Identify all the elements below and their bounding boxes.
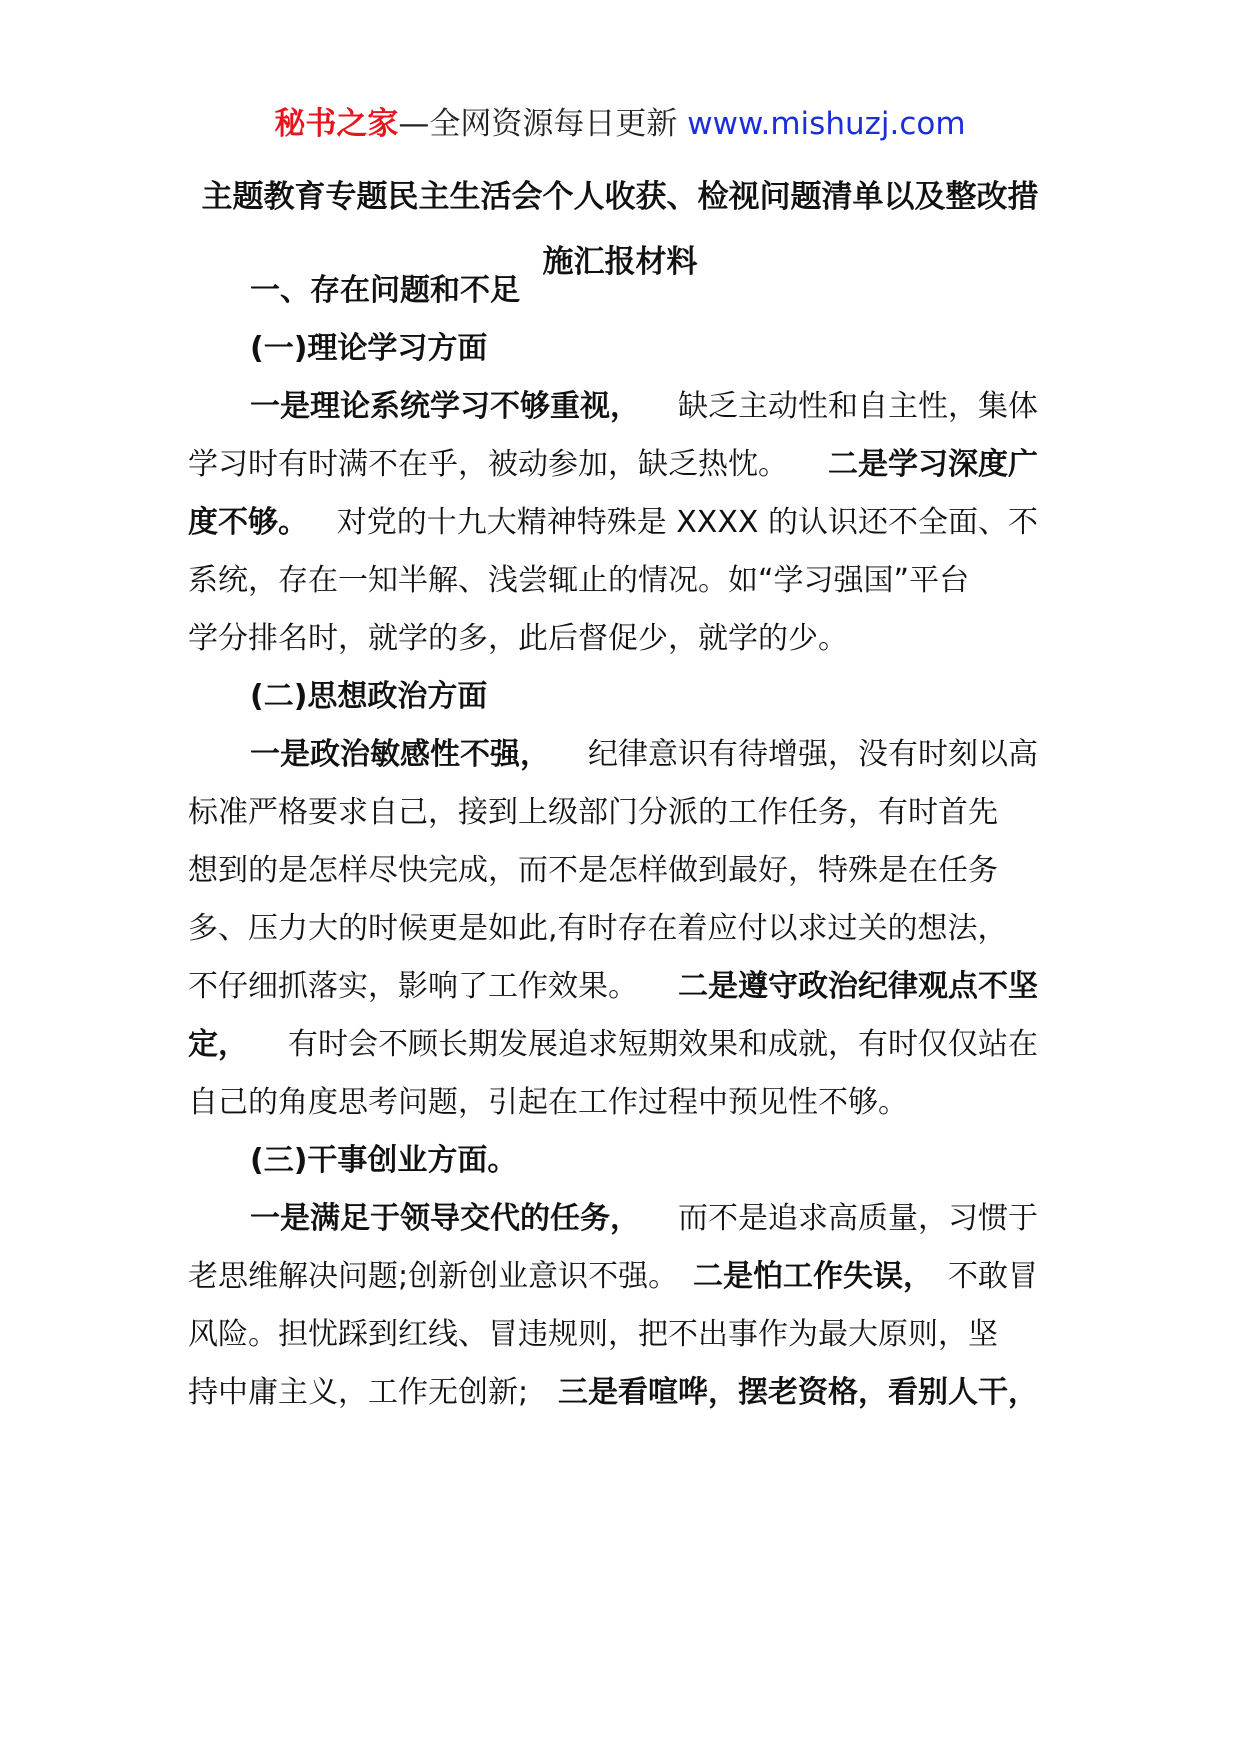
subsection-heading-theory: (一)理论学习方面 [250, 331, 488, 366]
body-text: 标准严格要求自己，接到上级部门分派的工作任务，有时首先 [188, 795, 998, 830]
body-text: 学习时有时满不在乎，被动参加，缺乏热忱。 [188, 447, 788, 482]
paragraph-line [188, 1360, 1038, 1425]
bold-phrase: 定， [188, 1027, 248, 1062]
body-text: 自己的角度思考问题，引起在工作过程中预见性不够。 [188, 1085, 908, 1120]
body-text: 对党的十九大精神特殊是 XXXX 的认识还不全面、不 [336, 505, 1038, 540]
body-text: 系统，存在一知半解、浅尝辄止的情况。如“学习强国”平台 [188, 563, 970, 598]
body-text: 不敢冒 [947, 1259, 1038, 1294]
title-line-1: 主题教育专题民主生活会个人收获、检视问题清单以及整改措 [201, 179, 1039, 215]
body-text: 有时会不顾长期发展追求短期效果和成就，有时仅仅站在 [288, 1027, 1038, 1062]
site-link[interactable]: www.mishuzj.com [687, 106, 966, 142]
body-text: 学分排名时，就学的多，此后督促少，就学的少。 [188, 621, 848, 656]
paragraph-line [188, 1302, 1038, 1367]
bold-phrase: 三是看喧哗，摆老资格，看别人干， [558, 1375, 1038, 1410]
paragraph-line [250, 1186, 1038, 1251]
bold-phrase: 一是满足于领导交代的任务， [250, 1201, 640, 1236]
body-text: 老思维解决问题;创新创业意识不强。 [188, 1259, 679, 1294]
paragraph-line [188, 954, 1038, 1019]
body-text: 而不是追求高质量，习惯于 [678, 1201, 1038, 1236]
paragraph-line [188, 1070, 1038, 1135]
bold-phrase: 一是理论系统学习不够重视， [250, 389, 640, 424]
paragraph-line [188, 896, 1038, 961]
paragraph-line [188, 606, 1038, 671]
paragraph-line [188, 548, 1038, 613]
body-text: 想到的是怎样尽快完成，而不是怎样做到最好，特殊是在任务 [188, 853, 998, 888]
bold-phrase: 二是学习深度广 [828, 447, 1038, 482]
paragraph-line [188, 838, 1038, 903]
paragraph-line [188, 432, 1038, 497]
paragraph-line [188, 490, 1038, 555]
body-text: 多、压力大的时候更是如此,有时存在着应付以求过关的想法， [188, 911, 1008, 946]
body-text: 纪律意识有待增强，没有时刻以高 [588, 737, 1038, 772]
paragraph-line [188, 780, 1038, 845]
subsection-heading-entrepreneurship: (三)干事创业方面。 [250, 1143, 518, 1178]
brand-name: 秘书之家 [274, 106, 399, 142]
section-heading: 一、存在问题和不足 [250, 273, 520, 308]
paragraph-line [250, 374, 1038, 439]
body-text: 风险。担忧踩到红线、冒违规则，把不出事作为最大原则，坚 [188, 1317, 998, 1352]
body-text: 缺乏主动性和自主性，集体 [678, 389, 1038, 424]
site-banner [0, 98, 1240, 150]
bold-phrase: 二是怕工作失误， [693, 1259, 934, 1294]
subsection-heading-politics: (二)思想政治方面 [250, 679, 488, 714]
body-text: 不仔细抓落实，影响了工作效果。 [188, 969, 638, 1004]
bold-phrase: 二是遵守政治纪律观点不坚 [678, 969, 1038, 1004]
banner-slogan: —全网资源每日更新 [398, 106, 688, 142]
bold-phrase: 一是政治敏感性不强， [250, 737, 550, 772]
paragraph-line [188, 1244, 1038, 1309]
bold-phrase: 度不够。 [188, 505, 308, 540]
paragraph-line [250, 722, 1038, 787]
body-text: 持中庸主义，工作无创新; [188, 1375, 529, 1410]
paragraph-line [188, 1012, 1038, 1077]
title-line-2: 施汇报材料 [542, 244, 698, 280]
